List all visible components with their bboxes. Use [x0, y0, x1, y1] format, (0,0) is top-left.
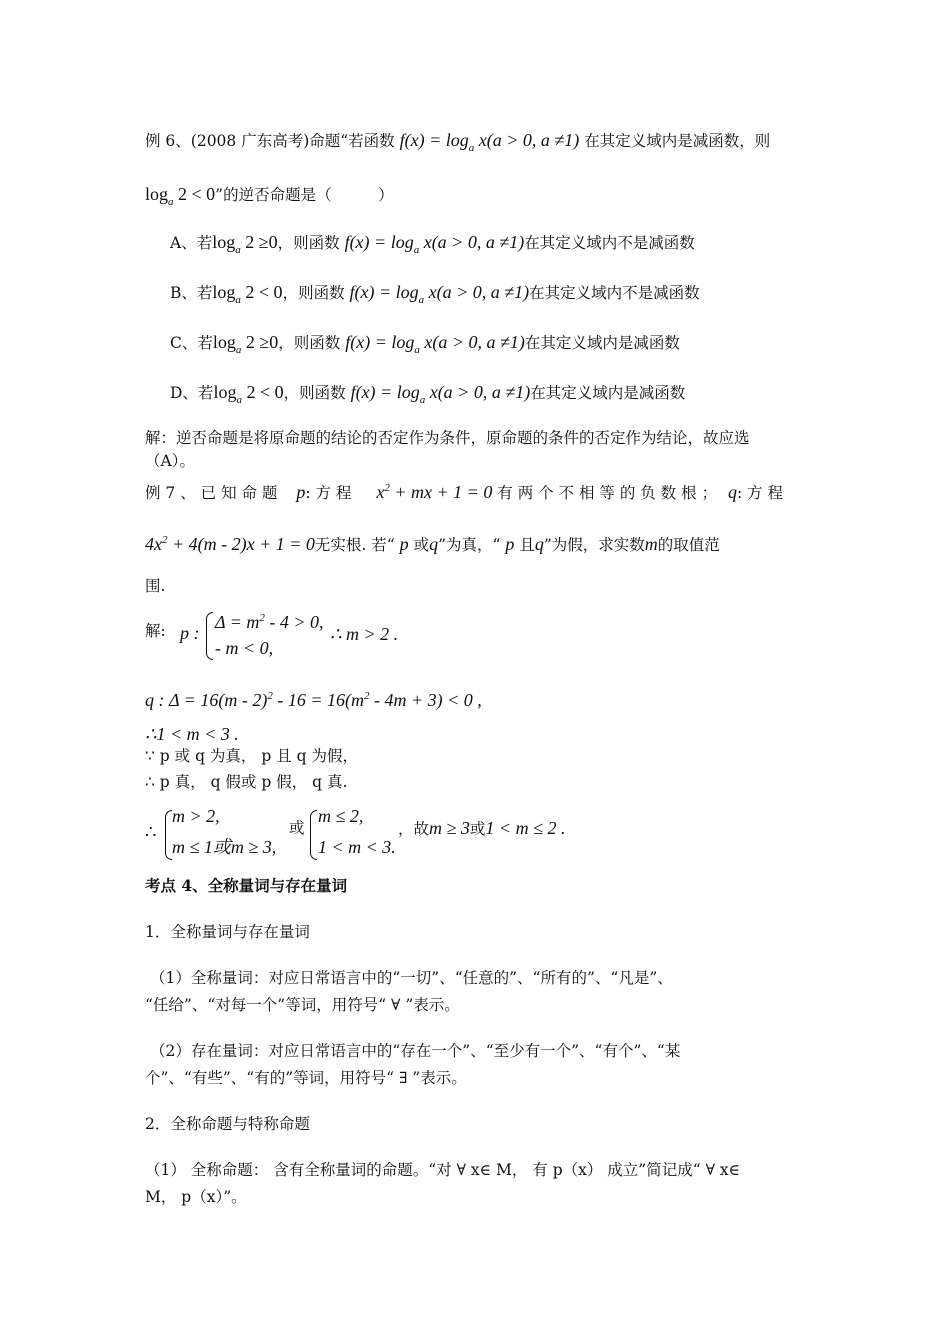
- option-b-fx: f(x) = log: [349, 282, 419, 302]
- option-a-fn: [344, 232, 525, 256]
- option-a-mid: ，则函数: [277, 234, 340, 252]
- universal-proposition-line1: （1） 全称命题： 含有全称量词的命题。“对 ∀ x∈ M， 有 p（x） 成立”简记成“ ∀ x∈: [145, 1161, 741, 1179]
- option-c-log: log: [212, 332, 236, 352]
- ex6-lead: 例 6、(2008 广东高考)命题“若函数: [145, 132, 395, 150]
- universal-quantifier-line2: “任给”、“对每一个”等词，用符号“ ∀ ”表示。: [145, 996, 460, 1014]
- sol7-final2: 1 < m ≤ 2 .: [485, 818, 566, 838]
- sol7-therefore: ∴ p 真， q 假或 p 假， q 真.: [145, 773, 348, 791]
- option-d-cond: 2 < 0: [246, 382, 284, 402]
- ex6-fx: f(x) = log: [399, 130, 469, 150]
- option-a-fx-tail: x(a > 0, a ≠1): [423, 232, 525, 252]
- sol7-p-brace: [206, 612, 213, 660]
- ex7-t4: ”为假，求实数: [543, 536, 645, 554]
- option-a-cond-wrap: [212, 232, 278, 256]
- option-b-fx-tail: x(a > 0, a ≠1): [428, 282, 530, 302]
- ex6-line2: [145, 184, 394, 212]
- option-d-log: log: [213, 382, 237, 402]
- section-title: 考点 4、全称量词与存在量词: [145, 876, 348, 895]
- option-b-result: 在其定义域内不是减函数: [529, 284, 700, 302]
- sol7-final1: m ≥ 3: [429, 818, 470, 838]
- sol7-p-colon: p :: [180, 623, 200, 643]
- sol7-case1-brace: [165, 810, 172, 860]
- option-b-fx-base: a: [418, 294, 425, 306]
- option-b-cond: 2 < 0: [245, 282, 283, 302]
- ex7-and: 且: [519, 536, 535, 554]
- option-d-fx: f(x) = log: [350, 382, 420, 402]
- ex7-t2: 无实根. 若“: [314, 536, 395, 554]
- option-b-log: log: [212, 282, 236, 302]
- ex7-or: 或: [413, 536, 430, 554]
- ex7-eq1-b: + mx + 1 = 0: [394, 482, 493, 502]
- option-d-base: a: [236, 394, 242, 406]
- ex7-q: q: [727, 482, 737, 502]
- option-a: [170, 232, 695, 260]
- sol7-q-b: - 16 = 16(m: [277, 690, 365, 710]
- sol7-final-or: 或: [469, 820, 486, 838]
- ex6-fx-tail: x(a > 0, a ≠1): [478, 130, 580, 150]
- option-d-label: D、若: [170, 384, 214, 402]
- sol7-case1-a: m > 2,: [172, 806, 220, 826]
- ex7-eq1-a: x: [376, 482, 385, 502]
- option-d-fx-tail: x(a > 0, a ≠1): [429, 382, 531, 402]
- sol7-q-line: q : $\Delta = 16(m - 2)^2 - 16 = 16(m^2 - 4m + 3) < 0$ ,: [145, 690, 482, 710]
- ex7-m: m: [644, 534, 658, 554]
- ex7-p-colon: : 方 程: [305, 484, 352, 502]
- option-a-log: log: [212, 232, 236, 252]
- ex6-question-tail: ”的逆否命题是（ ）: [215, 186, 394, 204]
- ex7-t1: 有 两 个 不 相 等 的 负 数 根 ；: [497, 484, 718, 502]
- ex6-cond: [145, 184, 216, 208]
- option-c-mid: ，则函数: [278, 334, 341, 352]
- ex7-t5: 的取值范: [657, 536, 720, 554]
- ex6-mid: 在其定义域内是减函数，则: [584, 132, 771, 150]
- ex6-function: [399, 130, 580, 154]
- option-d-cond-wrap: [213, 382, 284, 406]
- option-a-label: A、若: [170, 234, 213, 252]
- option-c-result: 在其定义域内是减函数: [524, 334, 680, 352]
- sol7-because: ∵ p 或 q 为真， p 且 q 为假，: [145, 747, 358, 765]
- sol7-q-a: q : Δ = 16(m - 2): [145, 690, 268, 710]
- ex7-lead: 例 7 、 已 知 命 题: [145, 484, 278, 502]
- ex7-p: p: [296, 482, 306, 502]
- sol7-p1-b: - 4 > 0,: [269, 612, 324, 632]
- option-b-fn: [349, 282, 530, 306]
- option-d-fn: [350, 382, 531, 406]
- sol7-case2-brace: [310, 810, 317, 860]
- option-b-base: a: [235, 294, 241, 306]
- option-d: [170, 382, 685, 410]
- ex7-p3: p: [505, 534, 515, 554]
- option-b-label: B、若: [170, 284, 213, 302]
- sol7-p1-a: Δ = m: [215, 612, 260, 632]
- ex7-t6: 围.: [145, 577, 166, 595]
- ex7-eq2: $4x^2 + 4(m - 2)x + 1 = 0$: [145, 534, 315, 554]
- ex7-line1: [145, 478, 783, 503]
- option-d-result: 在其定义域内是减函数: [530, 384, 686, 402]
- ex6-solution-line1: 解：逆否命题是将原命题的结论的否定作为条件，原命题的条件的否定作为结论，故应选: [145, 429, 750, 447]
- option-d-mid: ，则函数: [283, 384, 346, 402]
- option-d-fx-base: a: [419, 394, 426, 406]
- ex6-cond-log: log: [145, 184, 169, 204]
- ex7-q-colon: : 方 程: [736, 484, 784, 502]
- sol7-or: 或: [289, 819, 305, 837]
- sol7-hence: ，故: [398, 820, 430, 838]
- option-c-fx-base: a: [414, 344, 420, 356]
- sol7-therefore-sign: ∴: [145, 822, 157, 842]
- sol7-q-c: - 4m + 3) < 0 ,: [374, 690, 482, 710]
- option-c-fx: f(x) = log: [345, 332, 415, 352]
- ex6-cond-tail: 2 < 0: [178, 184, 216, 204]
- ex7-q2: q: [429, 534, 439, 554]
- ex6-solution-line2: （A）。: [145, 452, 195, 470]
- existential-quantifier-line2: 个”、“有些”、“有的”等词，用符号“ ∃ ”表示。: [145, 1069, 467, 1087]
- option-c-cond-wrap: [212, 332, 279, 356]
- option-a-fx-base: a: [413, 244, 420, 256]
- option-c-base: a: [235, 344, 242, 356]
- ex7-line2: [145, 530, 720, 555]
- ex7-eq2-b: + 4(m - 2)x + 1 = 0: [172, 534, 315, 554]
- sol7-p2: - m < 0,: [215, 638, 274, 658]
- ex6-cond-base: a: [168, 196, 174, 208]
- ex7-q3: q: [534, 534, 544, 554]
- option-c: [170, 332, 680, 360]
- subsection-2-title: 2．全称命题与特称命题: [145, 1115, 310, 1133]
- sol7-case2-a: m ≤ 2,: [318, 806, 364, 826]
- subsection-1-title: 1．全称量词与存在量词: [145, 923, 310, 941]
- option-c-label: C、若: [170, 334, 213, 352]
- ex6-line1: [145, 130, 770, 158]
- ex7-eq1: $x^2$ + mx + 1 = 0: [376, 482, 493, 502]
- sol7-case2-b: 1 < m < 3.: [318, 837, 396, 857]
- universal-proposition-line2: M， p（x）”。: [145, 1188, 247, 1206]
- existential-quantifier-line1: （2）存在量词：对应日常语言中的“存在一个”、“至少有一个”、“有个”、“某: [150, 1042, 681, 1060]
- option-c-fn: [345, 332, 525, 356]
- ex7-p2: p: [399, 534, 409, 554]
- option-c-cond: 2 ≥0: [245, 332, 279, 352]
- option-a-base: a: [235, 244, 241, 256]
- ex7-eq2-a: 4x: [145, 534, 162, 554]
- sol7-label: 解:: [145, 622, 166, 640]
- sol7-q-conclusion: ∴1 < m < 3 .: [145, 724, 239, 744]
- option-a-cond: 2 ≥0: [245, 232, 278, 252]
- sol7-case1-b: m ≤ 1或m ≥ 3,: [172, 837, 277, 857]
- option-b: [170, 282, 700, 310]
- option-a-fx: f(x) = log: [344, 232, 414, 252]
- option-c-fx-tail: x(a > 0, a ≠1): [424, 332, 525, 352]
- option-b-cond-wrap: [212, 282, 283, 306]
- universal-quantifier-line1: （1）全称量词：对应日常语言中的“一切”、“任意的”、“所有的”、“凡是”、: [150, 969, 673, 987]
- sol7-p1: $\Delta = m^2 - 4 > 0$,: [215, 612, 324, 632]
- ex7-t3: ”为真，“: [438, 536, 501, 554]
- option-b-mid: ，则函数: [282, 284, 345, 302]
- sol7-p-conclusion: ∴ m > 2 .: [330, 624, 399, 644]
- sol7-final: [398, 818, 565, 839]
- ex6-base: a: [468, 142, 475, 154]
- option-a-result: 在其定义域内不是减函数: [524, 234, 695, 252]
